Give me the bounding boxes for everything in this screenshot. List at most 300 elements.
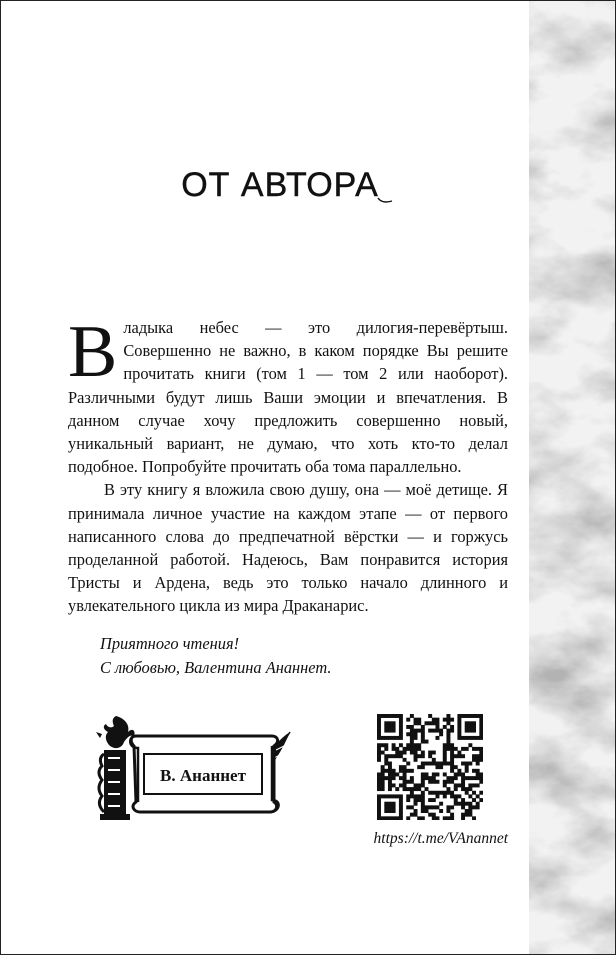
- qr-module: [465, 747, 469, 751]
- qr-module: [381, 714, 385, 718]
- qr-module: [479, 729, 483, 733]
- qr-module: [446, 714, 450, 718]
- qr-module: [377, 751, 381, 755]
- qr-module: [457, 754, 461, 758]
- qr-module: [432, 751, 436, 755]
- qr-module: [457, 751, 461, 755]
- qr-module: [435, 805, 439, 809]
- qr-module: [403, 751, 407, 755]
- qr-module: [454, 747, 458, 751]
- qr-module: [468, 762, 472, 766]
- qr-module: [392, 754, 396, 758]
- qr-module: [479, 747, 483, 751]
- qr-module: [454, 754, 458, 758]
- qr-module: [476, 747, 480, 751]
- qr-module: [439, 765, 443, 769]
- qr-module: [457, 794, 461, 798]
- qr-module: [432, 816, 436, 820]
- qr-module: [465, 725, 469, 729]
- qr-module: [417, 747, 421, 751]
- qr-module: [476, 802, 480, 806]
- qr-module: [472, 805, 476, 809]
- qr-module: [446, 787, 450, 791]
- qr-module: [450, 725, 454, 729]
- qr-module: [377, 809, 381, 813]
- qr-module: [399, 805, 403, 809]
- qr-module: [377, 758, 381, 762]
- qr-module: [446, 721, 450, 725]
- qr-module: [381, 743, 385, 747]
- qr-module: [399, 729, 403, 733]
- qr-module: [421, 816, 425, 820]
- qr-module: [465, 762, 469, 766]
- qr-module: [457, 721, 461, 725]
- qr-module: [432, 776, 436, 780]
- qr-module: [472, 776, 476, 780]
- qr-module: [446, 809, 450, 813]
- qr-module: [468, 725, 472, 729]
- qr-module: [414, 813, 418, 817]
- qr-module: [414, 754, 418, 758]
- qr-module: [476, 762, 480, 766]
- qr-module: [454, 798, 458, 802]
- qr-module: [388, 783, 392, 787]
- qr-module: [399, 754, 403, 758]
- qr-module: [410, 714, 414, 718]
- qr-module: [384, 729, 388, 733]
- qr-module: [377, 787, 381, 791]
- qr-module: [457, 736, 461, 740]
- qr-module: [443, 743, 447, 747]
- qr-module: [417, 729, 421, 733]
- qr-module: [417, 743, 421, 747]
- qr-module: [395, 751, 399, 755]
- qr-module: [435, 816, 439, 820]
- qr-module: [381, 765, 385, 769]
- qr-module: [410, 769, 414, 773]
- qr-module: [377, 725, 381, 729]
- qr-module: [410, 740, 414, 744]
- qr-module: [428, 714, 432, 718]
- qr-module: [428, 805, 432, 809]
- marble-decoration: [529, 1, 615, 954]
- qr-module: [410, 805, 414, 809]
- qr-module: [410, 780, 414, 784]
- qr-module: [392, 809, 396, 813]
- qr-module: [410, 751, 414, 755]
- qr-module: [446, 762, 450, 766]
- qr-module: [399, 732, 403, 736]
- qr-module: [435, 736, 439, 740]
- qr-module: [381, 751, 385, 755]
- qr-module: [450, 816, 454, 820]
- qr-module: [377, 729, 381, 733]
- qr-module: [403, 747, 407, 751]
- qr-module: [457, 802, 461, 806]
- qr-module: [421, 754, 425, 758]
- qr-module: [425, 809, 429, 813]
- qr-module: [421, 772, 425, 776]
- qr-module: [406, 725, 410, 729]
- qr-module: [388, 802, 392, 806]
- qr-module: [443, 718, 447, 722]
- qr-module: [450, 791, 454, 795]
- qr-module: [421, 751, 425, 755]
- qr-module: [446, 729, 450, 733]
- qr-module: [421, 791, 425, 795]
- qr-module: [388, 794, 392, 798]
- qr-module: [461, 762, 465, 766]
- qr-module: [435, 791, 439, 795]
- qr-module: [468, 813, 472, 817]
- qr-module: [421, 780, 425, 784]
- signoff: [100, 632, 480, 680]
- qr-module: [395, 736, 399, 740]
- qr-module: [399, 783, 403, 787]
- qr-module: [450, 751, 454, 755]
- qr-module: [392, 714, 396, 718]
- qr-module: [435, 762, 439, 766]
- qr-module: [388, 729, 392, 733]
- qr-module: [421, 740, 425, 744]
- qr-module: [465, 714, 469, 718]
- qr-module: [465, 729, 469, 733]
- qr-module: [428, 813, 432, 817]
- qr-module: [425, 776, 429, 780]
- qr-module: [446, 736, 450, 740]
- qr-module: [479, 791, 483, 795]
- qr-module: [377, 721, 381, 725]
- title-swash: [378, 198, 392, 202]
- qr-module: [457, 725, 461, 729]
- qr-module: [461, 780, 465, 784]
- qr-module: [432, 729, 436, 733]
- qr-module: [406, 816, 410, 820]
- qr-module: [421, 802, 425, 806]
- qr-module: [461, 776, 465, 780]
- qr-module: [377, 816, 381, 820]
- qr-module: [406, 732, 410, 736]
- qr-module: [410, 813, 414, 817]
- qr-module: [472, 798, 476, 802]
- qr-module: [377, 798, 381, 802]
- qr-module: [461, 714, 465, 718]
- qr-module: [377, 780, 381, 784]
- qr-module: [406, 743, 410, 747]
- qr-module: [417, 787, 421, 791]
- qr-module: [450, 747, 454, 751]
- qr-module: [450, 718, 454, 722]
- qr-module: [406, 805, 410, 809]
- qr-module: [428, 780, 432, 784]
- qr-module: [454, 787, 458, 791]
- qr-module: [403, 769, 407, 773]
- qr-module: [384, 816, 388, 820]
- qr-module: [450, 762, 454, 766]
- qr-module: [414, 747, 418, 751]
- qr-module: [443, 816, 447, 820]
- qr-module: [388, 776, 392, 780]
- qr-module: [476, 714, 480, 718]
- qr-module: [399, 751, 403, 755]
- qr-module: [476, 783, 480, 787]
- qr-module: [388, 780, 392, 784]
- dragon-icon: [96, 716, 135, 748]
- qr-module: [410, 729, 414, 733]
- qr-module: [428, 754, 432, 758]
- qr-module: [443, 751, 447, 755]
- qr-module: [384, 754, 388, 758]
- qr-module: [392, 736, 396, 740]
- qr-module: [450, 729, 454, 733]
- qr-module: [377, 736, 381, 740]
- qr-module: [410, 743, 414, 747]
- qr-module: [479, 732, 483, 736]
- qr-module: [432, 805, 436, 809]
- qr-module: [446, 805, 450, 809]
- qr-module: [425, 762, 429, 766]
- qr-module: [421, 762, 425, 766]
- qr-module: [381, 794, 385, 798]
- qr-module: [406, 798, 410, 802]
- qr-module: [446, 791, 450, 795]
- qr-module: [461, 798, 465, 802]
- qr-module: [472, 758, 476, 762]
- qr-module: [465, 791, 469, 795]
- qr-module: [421, 794, 425, 798]
- qr-module: [443, 758, 447, 762]
- qr-module: [399, 776, 403, 780]
- qr-module: [384, 769, 388, 773]
- qr-module: [457, 783, 461, 787]
- qr-module: [454, 783, 458, 787]
- qr-module: [476, 769, 480, 773]
- qr-module: [435, 718, 439, 722]
- qr-module: [432, 772, 436, 776]
- qr-module: [435, 729, 439, 733]
- qr-module: [414, 751, 418, 755]
- qr-module: [395, 772, 399, 776]
- qr-module: [472, 769, 476, 773]
- qr-module: [446, 747, 450, 751]
- author-emblem: [94, 712, 294, 827]
- signoff-line-2: С любовью, Валентина Ананнет.: [100, 658, 332, 677]
- qr-module: [461, 772, 465, 776]
- qr-module: [388, 809, 392, 813]
- qr-module: [450, 754, 454, 758]
- qr-module: [472, 791, 476, 795]
- qr-module: [414, 758, 418, 762]
- qr-module: [381, 772, 385, 776]
- qr-module: [468, 721, 472, 725]
- qr-module: [417, 721, 421, 725]
- qr-module: [446, 816, 450, 820]
- qr-module: [377, 776, 381, 780]
- qr-module: [465, 809, 469, 813]
- qr-module: [468, 714, 472, 718]
- qr-module: [403, 787, 407, 791]
- emblem-label: В. Ананнет: [160, 766, 246, 785]
- qr-module: [414, 809, 418, 813]
- telegram-link[interactable]: https://t.me/VAnannet: [373, 830, 508, 847]
- qr-module: [377, 802, 381, 806]
- qr-module: [395, 787, 399, 791]
- qr-module: [384, 794, 388, 798]
- qr-module: [450, 765, 454, 769]
- signoff-line-1: Приятного чтения!: [100, 634, 240, 653]
- qr-module: [417, 798, 421, 802]
- qr-module: [384, 747, 388, 751]
- qr-module: [465, 776, 469, 780]
- qr-module: [410, 747, 414, 751]
- qr-module: [439, 762, 443, 766]
- qr-module: [406, 780, 410, 784]
- qr-module: [468, 729, 472, 733]
- qr-module: [392, 776, 396, 780]
- qr-module: [479, 780, 483, 784]
- page-title-text: ОТ АВТОРА: [181, 166, 379, 204]
- qr-module: [395, 754, 399, 758]
- qr-module: [439, 729, 443, 733]
- qr-module: [476, 794, 480, 798]
- qr-module: [399, 721, 403, 725]
- qr-module: [414, 736, 418, 740]
- qr-module: [414, 729, 418, 733]
- qr-module: [392, 816, 396, 820]
- qr-module: [461, 736, 465, 740]
- qr-module: [454, 802, 458, 806]
- qr-module: [465, 721, 469, 725]
- qr-module: [421, 805, 425, 809]
- qr-module: [392, 769, 396, 773]
- qr-module: [399, 718, 403, 722]
- qr-module: [403, 776, 407, 780]
- qr-module: [468, 743, 472, 747]
- qr-module: [414, 732, 418, 736]
- qr-module: [388, 721, 392, 725]
- qr-module: [384, 714, 388, 718]
- qr-module: [457, 732, 461, 736]
- qr-module: [472, 725, 476, 729]
- qr-module: [425, 740, 429, 744]
- qr-module: [425, 721, 429, 725]
- qr-module: [428, 729, 432, 733]
- qr-module: [388, 762, 392, 766]
- qr-module: [428, 776, 432, 780]
- qr-module: [388, 805, 392, 809]
- qr-module: [377, 813, 381, 817]
- qr-module: [450, 743, 454, 747]
- qr-module: [435, 725, 439, 729]
- qr-module: [450, 780, 454, 784]
- qr-module: [384, 762, 388, 766]
- qr-module: [454, 765, 458, 769]
- qr-module: [377, 772, 381, 776]
- qr-module: [443, 725, 447, 729]
- qr-module: [443, 794, 447, 798]
- qr-module: [395, 816, 399, 820]
- qr-module: [457, 769, 461, 773]
- qr-module: [414, 718, 418, 722]
- qr-module: [432, 791, 436, 795]
- qr-module: [450, 794, 454, 798]
- qr-module: [461, 783, 465, 787]
- qr-module: [406, 762, 410, 766]
- qr-module: [435, 765, 439, 769]
- qr-module: [377, 743, 381, 747]
- qr-module: [414, 802, 418, 806]
- qr-module: [468, 805, 472, 809]
- link-text[interactable]: [300, 830, 508, 848]
- qr-module: [435, 772, 439, 776]
- qr-module: [414, 783, 418, 787]
- qr-module: [454, 776, 458, 780]
- qr-module: [425, 787, 429, 791]
- qr-module: [421, 783, 425, 787]
- qr-module: [472, 714, 476, 718]
- qr-module: [465, 736, 469, 740]
- qr-module: [399, 769, 403, 773]
- qr-module: [439, 791, 443, 795]
- qr-module: [446, 718, 450, 722]
- qr-module: [384, 805, 388, 809]
- qr-code: [377, 714, 483, 820]
- qr-module: [476, 758, 480, 762]
- qr-module: [417, 794, 421, 798]
- scroll-banner: [130, 736, 278, 812]
- qr-module: [479, 714, 483, 718]
- qr-module: [414, 721, 418, 725]
- qr-module: [417, 765, 421, 769]
- qr-module: [435, 794, 439, 798]
- qr-module: [468, 783, 472, 787]
- qr-module: [388, 816, 392, 820]
- qr-module: [399, 736, 403, 740]
- qr-module: [399, 816, 403, 820]
- qr-module: [479, 751, 483, 755]
- qr-module: [406, 787, 410, 791]
- qr-module: [377, 754, 381, 758]
- qr-module: [410, 736, 414, 740]
- qr-module: [461, 747, 465, 751]
- qr-module: [468, 794, 472, 798]
- qr-module: [465, 802, 469, 806]
- qr-module: [479, 736, 483, 740]
- qr-module: [432, 762, 436, 766]
- qr-module: [468, 809, 472, 813]
- qr-module: [439, 809, 443, 813]
- qr-module: [425, 805, 429, 809]
- qr-module: [417, 783, 421, 787]
- qr-module: [417, 816, 421, 820]
- qr-module: [465, 765, 469, 769]
- qr-module: [384, 776, 388, 780]
- qr-module: [472, 754, 476, 758]
- qr-module: [381, 776, 385, 780]
- qr-module: [381, 736, 385, 740]
- qr-module: [468, 736, 472, 740]
- qr-module: [392, 725, 396, 729]
- qr-module: [428, 798, 432, 802]
- qr-module: [457, 714, 461, 718]
- body-text: [68, 311, 508, 618]
- second-paragraph: В эту книгу я вложила свою душу, она — моё детище. Я принимала личное участие на каждом этапе — от первого написанного слова до предпечатной вёрстки — и горжусь проделанной работой. Надеюсь, Вам понравится история Тристы и Ардена, ведь это только начало длинного и увлекательного цикла из мира Драканарис.: [68, 480, 508, 616]
- qr-module: [432, 718, 436, 722]
- qr-module: [399, 725, 403, 729]
- qr-module: [461, 754, 465, 758]
- qr-module: [388, 714, 392, 718]
- qr-module: [377, 714, 381, 718]
